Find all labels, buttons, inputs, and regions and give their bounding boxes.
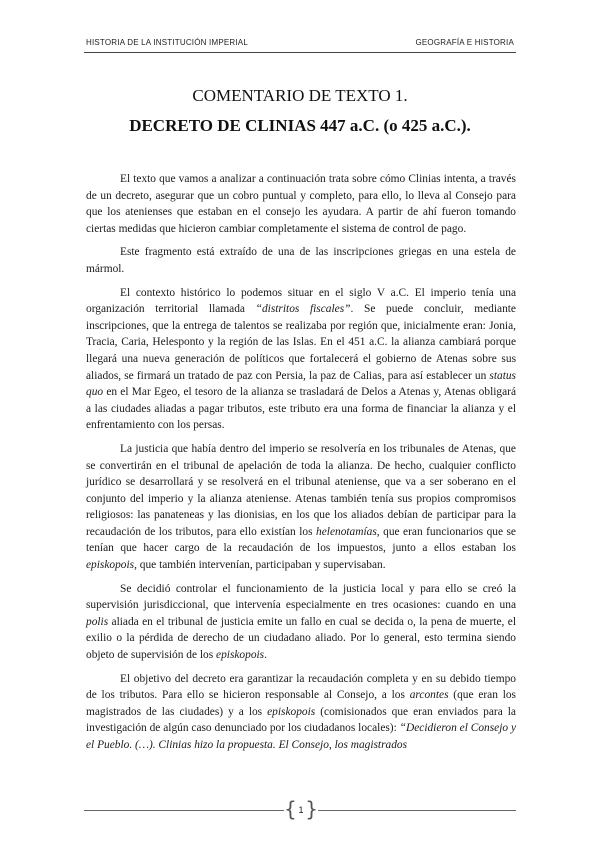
paragraph-4-text-a: La justicia que había dentro del imperio se resolvería en los tribunales de Atenas, que se convertirán en el tribunal de apelación de toda la alianza. De hecho, cualquier conflicto jurídico se desarrollará y se resolverá en el tribunal ateniense, que va a ser soberano en el conjunto del imperio y la alianza ateniense. Atenas también tenía sus propios compromisos religiosos: las panateneas y las dionisias, en los que los aliados debían de participar para la recaudación de los tributos, para ello existían los [86, 442, 516, 538]
header-subject: GEOGRAFÍA E HISTORIA [415, 38, 514, 47]
paragraph-6-text-a: El objetivo del decreto era garantizar la recaudación completa y en su debido tiempo de los tributos. Para ello se hicieron responsable al Consejo, a los [86, 672, 516, 702]
paragraph-5-text-b: aliada en el tribunal de justicia emite un fallo en cual se decida o, la pena de muerte, el exilio o la pérdida de derecho de un ciudadano aliado. Por lo general, esto termina siendo objeto de supervisión de los [86, 615, 516, 662]
paragraph-6-italic-2: episkopois [267, 705, 316, 718]
paragraph-5-text-c: . [264, 649, 267, 662]
paragraph-4-text-c: , que también intervenían, participaban y supervisaban. [134, 559, 386, 572]
footer-divider-right [318, 810, 516, 811]
page-header [86, 38, 514, 50]
paragraph-4-italic-2: episkopois [86, 559, 135, 572]
paragraph-6 [86, 671, 516, 754]
header-divider [84, 52, 516, 53]
document-subtitle: DECRETO DE CLINIAS 447 a.C. (o 425 a.C.). [129, 116, 471, 135]
paragraph-3-text-b: . Se puede concluir, mediante inscripciones, que la entrega de talentos se realizaba por región que, inicialmente eran: Jonia, Tracia, Caria, Helesponto y la región de las Islas. En el 451 a.C. la alianza cambiará porque llegará una nueva generación de políticos que fortalecerá el gobierno de Atenas sobre sus aliados, se firmará un tratado de paz con Persia, la paz de Calias, para así establecer un [86, 303, 516, 382]
paragraph-3 [86, 285, 516, 434]
paragraph-5-italic-2: episkopois [216, 649, 265, 662]
paragraph-4 [86, 441, 516, 574]
document-body [86, 171, 516, 761]
header-course-title: HISTORIA DE LA INSTITUCIÓN IMPERIAL [86, 38, 248, 47]
paragraph-3-text-c: en el Mar Egeo, el tesoro de la alianza se trasladará de Delos a Atenas y, Atenas obligará a las ciudades aliadas a pagar tributos, este tributo era una forma de financiar la alianza y el enfrentamiento con los persas. [86, 386, 516, 432]
paragraph-5 [86, 581, 516, 664]
paragraph-3-text-a: El contexto histórico lo podemos situar en el siglo V a.C. El imperio tenía una organización territorial llamada [86, 286, 516, 316]
paragraph-4-text-b: , que eran funcionarios que se tenían que hacer cargo de la recaudación de los impuestos, junto a ellos estaban los [86, 525, 516, 555]
paragraph-5-italic-1: polis [86, 615, 109, 628]
paragraph-5-text-a: Se decidió controlar el funcionamiento de la justicia local y para ello se creó la supervisión jurisdiccional, que intervenía especialmente en tres ocasiones: cuando en una [86, 582, 516, 612]
paragraph-3-quote: “distritos fiscales” [255, 303, 351, 316]
paragraph-6-text-c: (comisionados que eran enviados para la investigación de algún caso denunciado por los ciudadanos locales): [86, 705, 516, 735]
paragraph-4-italic-1: helenotamías [316, 525, 377, 538]
paragraph-6-italic-1: arcontes [409, 689, 449, 702]
paragraph-2: Este fragmento está extraído de una de las inscripciones griegas en una estela de mármol. [86, 246, 516, 275]
document-title: COMENTARIO DE TEXTO 1. [192, 86, 408, 105]
right-brace-icon: } [305, 797, 318, 821]
left-brace-icon: { [284, 797, 297, 821]
paragraph-3-italic: status quo [86, 369, 516, 399]
paragraph-6-quote: “Decidieron el Consejo y el Pueblo. (…). Clinias hizo la propuesta. El Consejo, los magistrados [86, 722, 517, 751]
page-number-box [284, 798, 318, 822]
page-number: 1 [298, 805, 304, 815]
paragraph-1: El texto que vamos a analizar a continuación trata sobre cómo Clinias intenta, a través de un decreto, asegurar que un cobro puntual y completo, para ello, lo lleva al Consejo para que los atenienses que estaban en el consejo les ayudara. A partir de ahí fueron tomando ciertas medidas que hicieron cambiar completamente el sistema de control de pago. [86, 173, 516, 235]
footer-divider-left [84, 810, 284, 811]
paragraph-6-text-b: (que eran los magistrados de las ciudades) y a los [86, 689, 516, 718]
